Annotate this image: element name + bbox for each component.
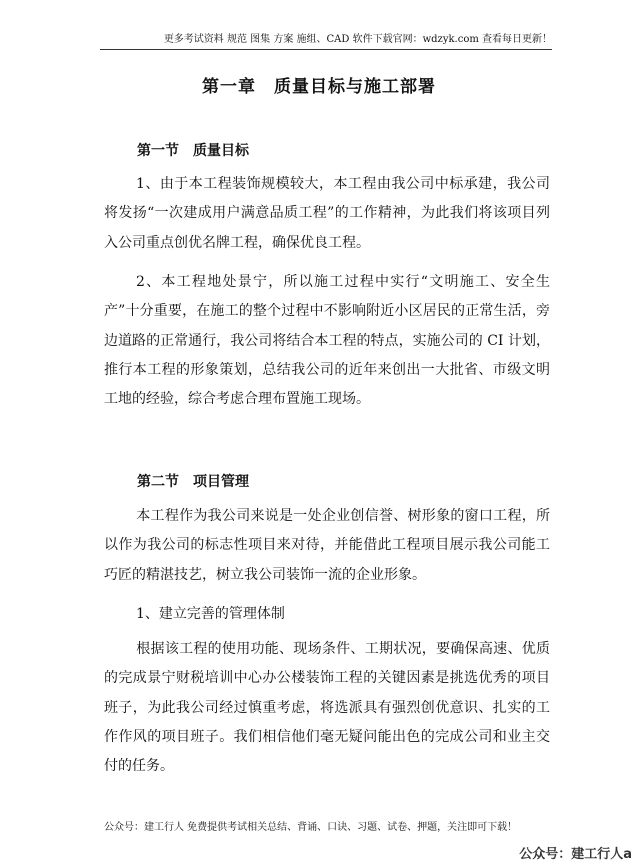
page-footer-text: 公众号：建工行人 免费提供考试相关总结、背诵、口诀、习题、试卷、押题，关注即可下载！ — [104, 822, 518, 833]
paragraph-text: 1、建立完善的管理体制 — [136, 606, 285, 622]
paragraph-text: 本工程作为我公司来说是一处企业创信誉、树形象的窗口工程，所以作为我公司的标志性项目来对待，并能借此工程项目展示我公司能工巧匠的精湛技艺，树立我公司装饰一流的企业形象。 — [104, 508, 550, 583]
paragraph — [104, 268, 550, 414]
paragraph-text: 根据该工程的使用功能、现场条件、工期状况，要确保高速、优质的完成景宁财税培训中心办公楼装饰工程的关键因素是挑选优秀的项目班子，为此我公司经过慎重考虑，将选派具有强烈创优意识、扎实的工作作风的项目班子。我们相信他们毫无疑问能出色的完成公司和业主交付的任务。 — [104, 641, 550, 775]
section-heading-project-management: 第二节 项目管理 — [137, 474, 249, 490]
paragraph-text: 2、本工程地处景宁，所以施工过程中实行“文明施工、安全生产”十分重要，在施工的整个过程中不影响附近小区居民的正常生活，旁边道路的正常通行，我公司将结合本工程的特点，实施公司的 CI 计划，推行本工程的形象策划，总结我公司的近年来创出一大批省、市级文明工地的经验，综合考虑合理布置施工现场。 — [104, 274, 550, 408]
paragraph-text: 1、由于本工程装饰规模较大，本工程由我公司中标承建，我公司将发扬“一次建成用户满意品质工程”的工作精神，为此我们将该项目列入公司重点创优名牌工程，确保优良工程。 — [104, 176, 550, 251]
paragraph — [104, 635, 550, 781]
chapter-title: 第一章 质量目标与施工部署 — [202, 77, 436, 97]
subheading-management-system — [104, 600, 550, 629]
header-divider — [100, 49, 552, 50]
page-header-text: 更多考试资料 规范 图集 方案 施组、CAD 软件下载官网：wdzyk.com 查看每日更新！ — [163, 34, 552, 45]
section-heading-quality-goals: 第一节 质量目标 — [137, 143, 249, 159]
paragraph — [104, 170, 550, 258]
watermark: 公众号：建工行人a — [519, 847, 632, 862]
paragraph — [104, 502, 550, 590]
